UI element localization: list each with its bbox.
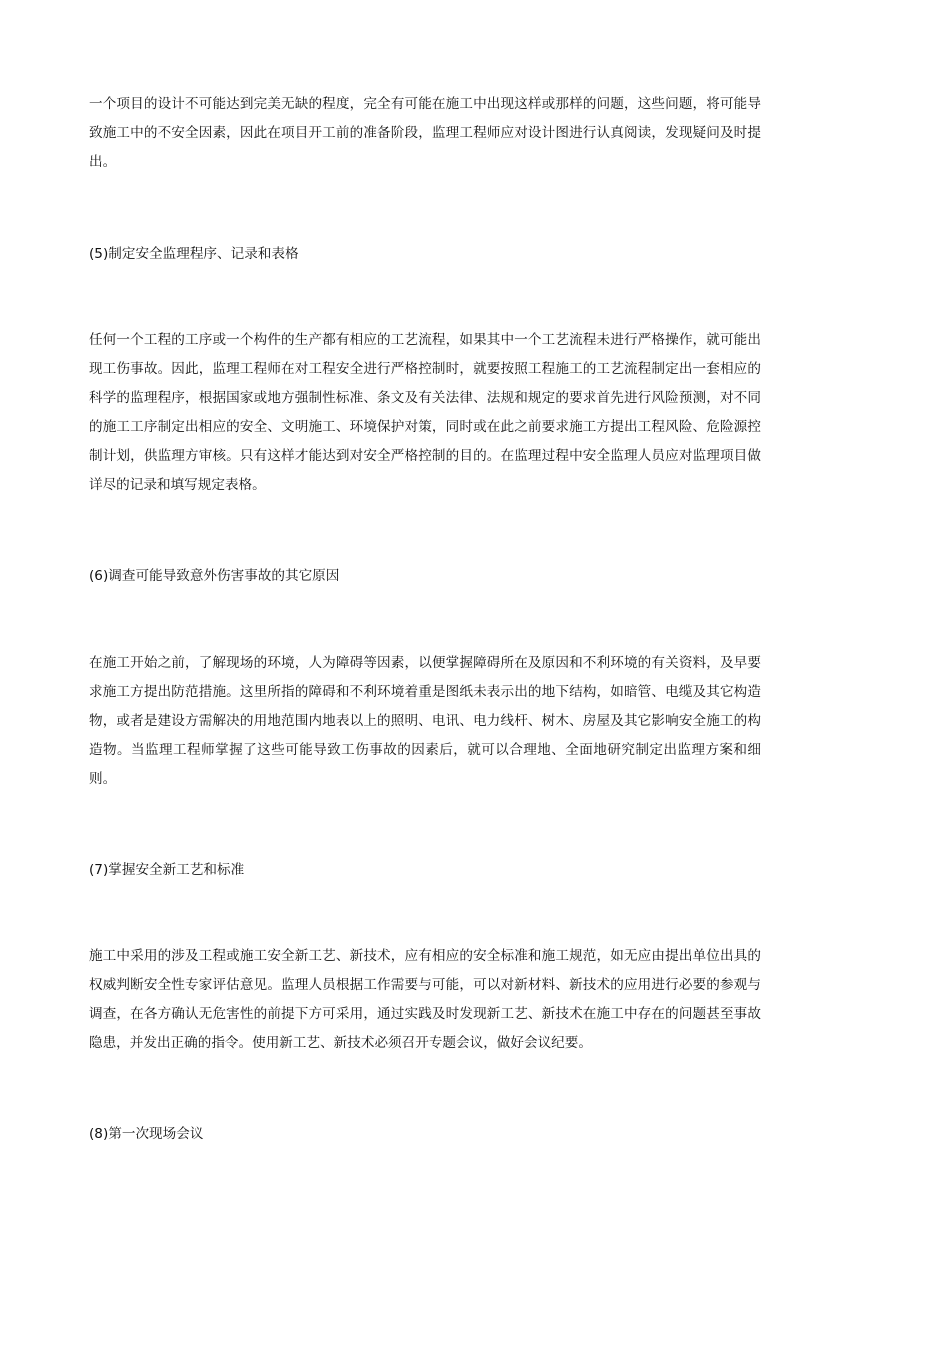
paragraph-design-review: 一个项目的设计不可能达到完美无缺的程度，完全有可能在施工中出现这样或那样的问题，这些问题，将可能导致施工中的不安全因素，因此在项目开工前的准备阶段，监理工程师应对设计图进行认真阅读，发现疑问及时提出。 (89, 96, 761, 170)
heading-section-8: (8)第一次现场会议 (89, 1126, 204, 1142)
heading-section-5: (5)制定安全监理程序、记录和表格 (89, 246, 299, 262)
heading-section-7: (7)掌握安全新工艺和标准 (89, 862, 245, 878)
paragraph-site-investigation: 在施工开始之前，了解现场的环境，人为障碍等因素，以便掌握障碍所在及原因和不利环境的有关资料，及早要求施工方提出防范措施。这里所指的障碍和不利环境着重是图纸未表示出的地下结构，如暗管、电缆及其它构造物，或者是建设方需解决的用地范围内地表以上的照明、电讯、电力线杆、树木、房屋及其它影响安全施工的构造物。当监理工程师掌握了这些可能导致工伤事故的因素后，就可以合理地、全面地研究制定出监理方案和细则。 (89, 655, 761, 787)
paragraph-new-technology: 施工中采用的涉及工程或施工安全新工艺、新技术，应有相应的安全标准和施工规范，如无应由提出单位出具的权威判断安全性专家评估意见。监理人员根据工作需要与可能，可以对新材料、新技术的应用进行必要的参观与调查，在各方确认无危害性的前提下方可采用，通过实践及时发现新工艺、新技术在施工中存在的问题甚至事故隐患，并发出正确的指令。使用新工艺、新技术必须召开专题会议，做好会议纪要。 (89, 948, 761, 1051)
paragraph-safety-procedure: 任何一个工程的工序或一个构件的生产都有相应的工艺流程，如果其中一个工艺流程未进行严格操作，就可能出现工伤事故。因此，监理工程师在对工程安全进行严格控制时，就要按照工程施工的工艺流程制定出一套相应的科学的监理程序，根据国家或地方强制性标准、条文及有关法律、法规和规定的要求首先进行风险预测，对不同的施工工序制定出相应的安全、文明施工、环境保护对策，同时或在此之前要求施工方提出工程风险、危险源控制计划，供监理方审核。只有这样才能达到对安全严格控制的目的。在监理过程中安全监理人员应对监理项目做详尽的记录和填写规定表格。 (89, 332, 761, 493)
heading-section-6: (6)调查可能导致意外伤害事故的其它原因 (89, 568, 340, 584)
